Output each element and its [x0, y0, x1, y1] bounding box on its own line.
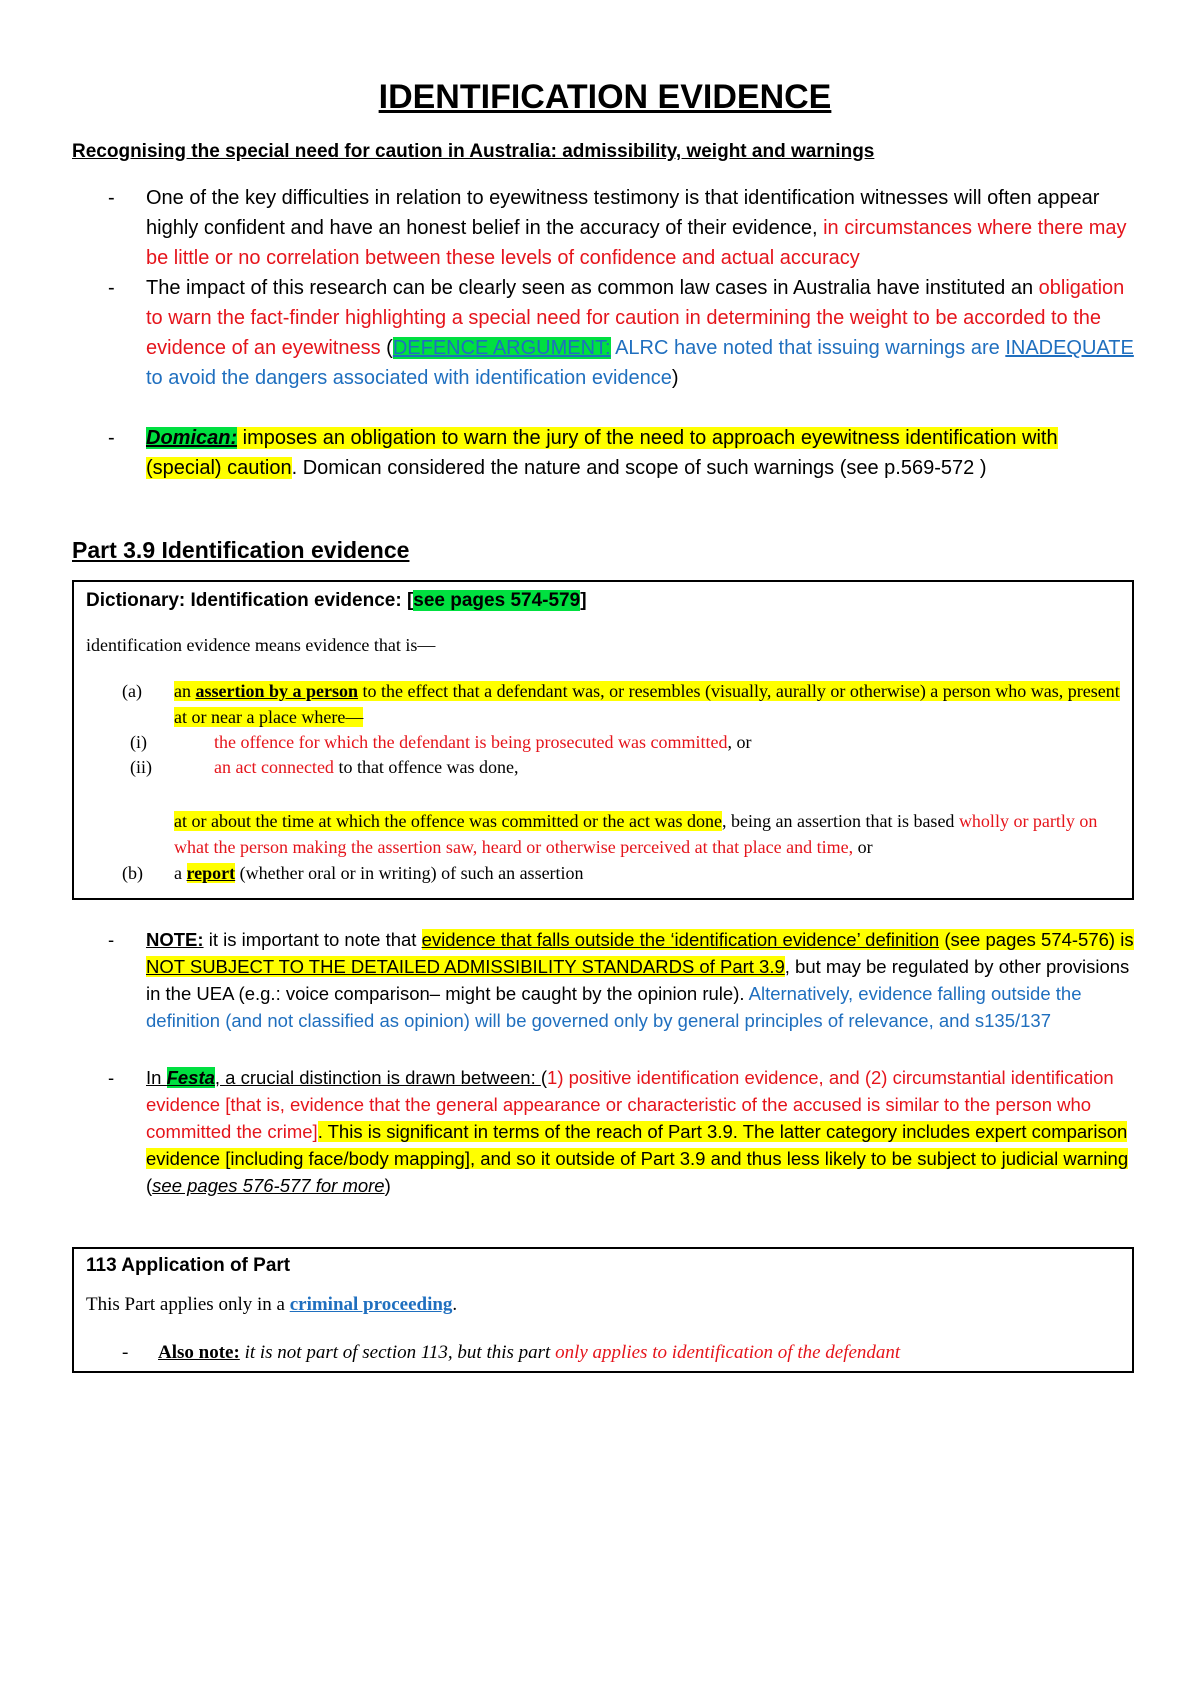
- blue-text-run: to avoid the dangers associated with identification evidence: [146, 367, 672, 389]
- blue-text-run: Alternatively, evidence falling outside the definition (and not classified as opinion) will be governed only by general principles of relevance, and s135/137: [146, 983, 1082, 1031]
- section-113-note: [86, 1339, 1120, 1367]
- text-run: (: [146, 1175, 153, 1196]
- bullet-dash: -: [108, 1067, 115, 1088]
- note-label: Also note:: [158, 1342, 240, 1363]
- definition-item-i: [86, 730, 1120, 755]
- red-text-run: 1) positive identification evidence, and (2) circumstantial identification evidence [that is, evidence that the general appearance or characteristic of the accused is similar to the person who committed the crime]: [146, 1067, 1114, 1142]
- bold-term: report: [186, 863, 236, 883]
- red-text-run: in circumstances where there may be little or no correlation between these levels of confidence and actual accuracy: [146, 217, 1127, 269]
- bullet-dash: -: [108, 929, 115, 950]
- section-113-box: [72, 1247, 1134, 1373]
- highlighted-text-run: at or about the time at which the offence was committed or the act was done: [174, 811, 722, 831]
- page-reference: see pages 576-577 for more: [152, 1175, 385, 1196]
- defence-argument-tag: DEFENCE ARGUMENT:: [392, 337, 611, 359]
- text-run: ): [671, 367, 679, 389]
- case-name-domican: Domican:: [146, 427, 238, 449]
- criminal-proceeding-link[interactable]: criminal proceeding: [289, 1294, 453, 1315]
- text-run: ): [384, 1175, 391, 1196]
- text-run: it is important to note that: [203, 929, 422, 950]
- definition-text: [86, 632, 1120, 886]
- text-run: to that offence was done,: [333, 757, 519, 777]
- text-run: or: [853, 837, 873, 857]
- text-run: , but may be regulated by other provisions in the UEA (e.g.: voice comparison– might be caught by the opinion rule).: [146, 956, 1130, 1004]
- item-label: (ii): [130, 757, 152, 777]
- dictionary-box-title: [86, 590, 1120, 612]
- text-run: In: [146, 1067, 167, 1088]
- text-run: a: [174, 863, 187, 883]
- text-run: an: [174, 681, 196, 701]
- bold-term: assertion by a person: [195, 681, 359, 701]
- highlighted-text-run: [174, 681, 1120, 727]
- spacer: [72, 393, 1138, 423]
- text-run: ]: [580, 590, 587, 611]
- page-subtitle: Recognising the special need for caution in Australia: admissibility, weight and warnings: [72, 141, 875, 162]
- text-run: (whether oral or in writing) of such an assertion: [235, 863, 584, 883]
- item-label: (i): [130, 732, 147, 752]
- item-label: (b): [122, 863, 143, 883]
- notes-bullet-list: [72, 926, 1138, 1199]
- text-run: Dictionary: Identification evidence: [: [86, 590, 414, 611]
- item-label: (a): [122, 681, 142, 701]
- intro-bullet-2: [72, 273, 1138, 393]
- definition-item-a: [86, 678, 1120, 730]
- definition-continuation: [86, 808, 1120, 860]
- text-run: The impact of this research can be clearly seen as common law cases in Australia have instituted an: [146, 277, 1039, 299]
- text-run: .: [452, 1294, 458, 1315]
- bullet-dash: -: [108, 277, 115, 299]
- note-label: NOTE:: [146, 929, 204, 950]
- highlighted-text-run: . This is significant in terms of the reach of Part 3.9. The latter category includes expert comparison evidence [including face/body mapping], and so it outside of Part 3.9 and thus less likely to be subject to judicial warning: [146, 1121, 1129, 1169]
- red-text-run: obligation to warn the fact-finder highlighting a special need for caution in determining the weight to be accorded to the evidence of an eyewitness: [146, 277, 1125, 359]
- highlighted-text-run: (see pages 574-576) is: [939, 929, 1134, 950]
- dictionary-box: [72, 580, 1134, 900]
- note-bullet-2: [72, 1064, 1138, 1199]
- page-title: IDENTIFICATION EVIDENCE: [378, 78, 832, 116]
- text-run: it is not part of section 113, but this part: [239, 1342, 556, 1363]
- section-113-text: [86, 1291, 1120, 1319]
- definition-intro: identification evidence means evidence that is—: [86, 635, 436, 655]
- red-text-run: the offence for which the defendant is being prosecuted was committed: [214, 732, 728, 752]
- blue-text-run: ALRC have noted that issuing warnings are: [610, 337, 1006, 359]
- red-text-run: an act connected: [214, 757, 334, 777]
- text-run: , a crucial distinction is drawn between:: [214, 1067, 541, 1088]
- part-heading: Part 3.9 Identification evidence: [72, 537, 410, 563]
- note-bullet-1: [72, 926, 1138, 1034]
- text-run: , being an assertion that is based: [721, 811, 959, 831]
- case-name-festa: Festa: [166, 1067, 215, 1088]
- definition-item-ii: [86, 755, 1120, 780]
- page-reference-link: see pages 574-579: [413, 590, 581, 611]
- intro-bullet-1: [72, 183, 1138, 273]
- bullet-dash: -: [108, 187, 115, 209]
- text-run: . Domican considered the nature and scope of such warnings (see p.569-572 ): [291, 457, 987, 479]
- red-text-run: wholly or partly on what the person making the assertion saw, heard or otherwise perceived at that place and time,: [174, 811, 1098, 857]
- text-run: One of the key difficulties in relation to eyewitness testimony is that identification witnesses will often appear highly confident and have an honest belief in the accuracy of their evidence,: [146, 187, 1100, 239]
- bullet-dash: -: [108, 427, 115, 449]
- text-run: (: [380, 337, 393, 359]
- text-run: to the effect that a defendant was, or resembles (visually, aurally or otherwise) a person who was, present at or near a place where—: [174, 681, 1120, 727]
- definition-item-b: [86, 860, 1120, 886]
- bullet-dash: -: [122, 1342, 129, 1363]
- red-text-run: only applies to identification of the defendant: [555, 1342, 901, 1363]
- intro-bullet-list: [72, 183, 1138, 483]
- section-113-title: 113 Application of Part: [86, 1255, 291, 1276]
- highlighted-text-run: imposes an obligation to warn the jury of the need to approach eyewitness identification with (special) caution: [146, 427, 1058, 479]
- spacer: [72, 1034, 1138, 1064]
- highlighted-text-run: NOT SUBJECT TO THE DETAILED ADMISSIBILITY STANDARDS of Part 3.9: [146, 956, 785, 977]
- highlighted-text-run: evidence that falls outside the ‘identification evidence’ definition: [421, 929, 940, 950]
- text-run: , or: [727, 732, 752, 752]
- text-run: (: [540, 1067, 548, 1088]
- intro-bullet-3: [72, 423, 1138, 483]
- inadequate-emphasis: INADEQUATE: [1005, 337, 1134, 359]
- text-run: This Part applies only in a: [86, 1294, 290, 1315]
